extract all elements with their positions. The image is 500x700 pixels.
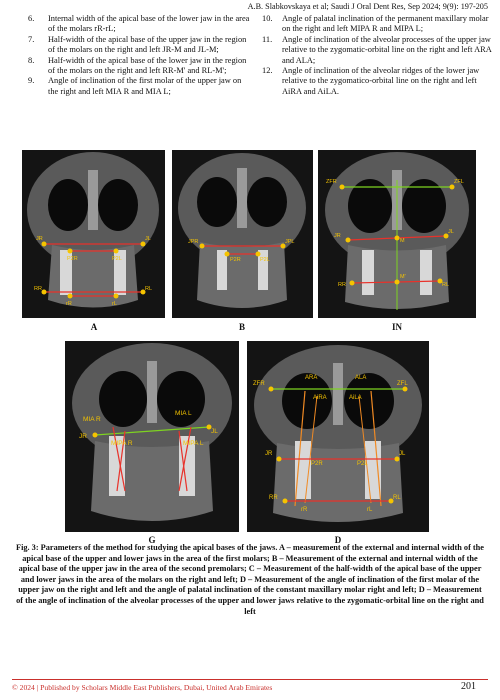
landmark-label: P2L xyxy=(112,256,122,262)
panel-d-label: D xyxy=(334,535,342,545)
landmark-label: JL xyxy=(399,451,406,457)
landmark-label: JR xyxy=(36,236,43,242)
list-item-number: 12. xyxy=(262,66,273,76)
landmark-label: MIPA L xyxy=(183,440,204,447)
list-item-text: Angle of palatal inclination of the permanent maxillary molar on the right and left MIPA R and MIPA L; xyxy=(282,14,489,34)
list-item-number: 10. xyxy=(262,14,273,23)
list-left-column xyxy=(28,14,250,97)
landmark-label: rR xyxy=(66,301,72,307)
landmark-label: JL xyxy=(448,229,454,235)
ct-panel-d xyxy=(247,341,429,532)
landmark-label: JR xyxy=(334,233,341,239)
landmark-label: rL xyxy=(112,301,117,307)
list-item xyxy=(28,35,250,56)
landmark-label: P2R xyxy=(67,256,78,262)
landmark-label: RL xyxy=(442,282,450,288)
landmark-label: P2R xyxy=(311,461,323,467)
running-header: A.B. Slabkovskaya et al; Saudi J Oral Dent Res, Sep 2024; 9(9): 197-205 xyxy=(247,2,488,11)
list-item-text: Half-width of the apical base of the lower jaw in the region of the molars on the right and left RR-M' and RL-M'; xyxy=(48,55,247,76)
list-item xyxy=(28,14,250,35)
landmark-label: JL xyxy=(145,236,151,242)
list-item xyxy=(262,14,492,35)
landmark-label: ZFL xyxy=(454,179,464,185)
landmark-label: P2R xyxy=(230,257,241,263)
landmark-label: JPL xyxy=(285,239,295,245)
landmark-label: M' xyxy=(400,274,406,280)
list-item xyxy=(28,76,250,97)
panel-in-label: IN xyxy=(391,322,402,332)
landmark-label: MIA R xyxy=(83,416,101,423)
list-item xyxy=(28,56,250,77)
list-item-number: 8. xyxy=(28,55,35,65)
landmark-label: rL xyxy=(367,507,373,513)
ct-scan-a-image xyxy=(22,150,165,318)
landmark-label: JR xyxy=(265,451,273,457)
list-item-text: Internal width of the apical base of the lower jaw in the area of the molars rR-rL; xyxy=(48,14,250,34)
landmark-label: RR xyxy=(338,282,346,288)
landmark-label: P2L xyxy=(260,257,270,263)
landmark-label: JPR xyxy=(188,239,199,245)
ct-panel-in xyxy=(318,150,476,318)
list-item-number: 11. xyxy=(262,34,273,44)
landmark-label: ARA xyxy=(305,375,318,381)
ct-panel-a xyxy=(22,150,165,318)
list-item xyxy=(262,66,492,97)
landmark-label: JR xyxy=(79,433,87,440)
panel-b-label: B xyxy=(238,322,245,332)
landmark-label: ZFL xyxy=(397,381,408,387)
list-item-number: 6. xyxy=(28,14,35,23)
landmark-label: AiRA xyxy=(313,395,327,401)
landmark-label: ZFR xyxy=(326,179,337,185)
ct-scan-b-image xyxy=(172,150,313,318)
landmark-label: M xyxy=(400,238,405,244)
landmark-label: MIA L xyxy=(175,410,192,417)
figure-caption: Fig. 3: Parameters of the method for studying the apical bases of the jaws. A – measurement of the external and internal width of the apical base of the upper and lower jaws in the area of the first molars; B – Measurement of the external and internal width of the apical base of the upper jaw in the area of the second premolars; C – Measurement of the half-width of the apical base of the upper and lower jaws in the area of the molars on the right and left; D – Measurement of the angle of inclination of the first molar of the upper jaw on the right and left and the angle of palatal inclination of the constant maxillary molar right and left; D – Measurement of the angle of inclination of the alveolar processes of the upper and lower jaws relative to the zygomatic-orbital line on the right and left xyxy=(16,543,484,616)
panel-a-label: A xyxy=(90,322,98,332)
landmark-label: JL xyxy=(211,428,218,435)
ct-panel-b xyxy=(172,150,313,318)
ct-scan-g-image xyxy=(65,341,239,532)
landmark-label: RR xyxy=(269,495,278,501)
landmark-label: MIPA R xyxy=(111,440,133,447)
landmark-label: P2L xyxy=(357,461,368,467)
landmark-label: ALA xyxy=(355,375,367,381)
footer-publisher: © 2024 | Published by Scholars Middle East Publishers, Dubai, United Arab Emirates xyxy=(12,683,273,692)
landmark-label: RL xyxy=(145,286,153,292)
list-item-number: 7. xyxy=(28,34,35,44)
ct-scan-in-image xyxy=(318,150,476,318)
landmark-label: RL xyxy=(393,495,401,501)
footer-divider xyxy=(12,679,488,680)
list-item-text: Angle of inclination of the first molar of the upper jaw on the right and left MIA R and MIA L; xyxy=(48,76,242,96)
list-right-column xyxy=(262,14,492,97)
ct-scan-d-image xyxy=(247,341,429,532)
landmark-label: RR xyxy=(34,286,42,292)
ct-panel-g xyxy=(65,341,239,532)
landmark-label: ZFR xyxy=(253,381,265,387)
list-item-number: 9. xyxy=(28,76,35,86)
list-item-text: Angle of inclination of the alveolar processes of the upper jaw relative to the zygomatic-orbital line on the right and left ARA and ALA; xyxy=(282,34,492,65)
panel-g-label: G xyxy=(148,535,156,545)
page-number: 201 xyxy=(461,681,476,692)
list-item xyxy=(262,35,492,66)
list-item-text: Angle of inclination of the alveolar ridges of the lower jaw relative to the zygomatico-orbital line on the right and left AiRA and AiLA. xyxy=(282,66,480,96)
landmark-label: rR xyxy=(301,507,308,513)
list-item-text: Half-width of the apical base of the upper jaw in the region of the molars on the right and left JR-M and JL-M; xyxy=(48,34,247,55)
landmark-label: AiLA xyxy=(349,395,362,401)
